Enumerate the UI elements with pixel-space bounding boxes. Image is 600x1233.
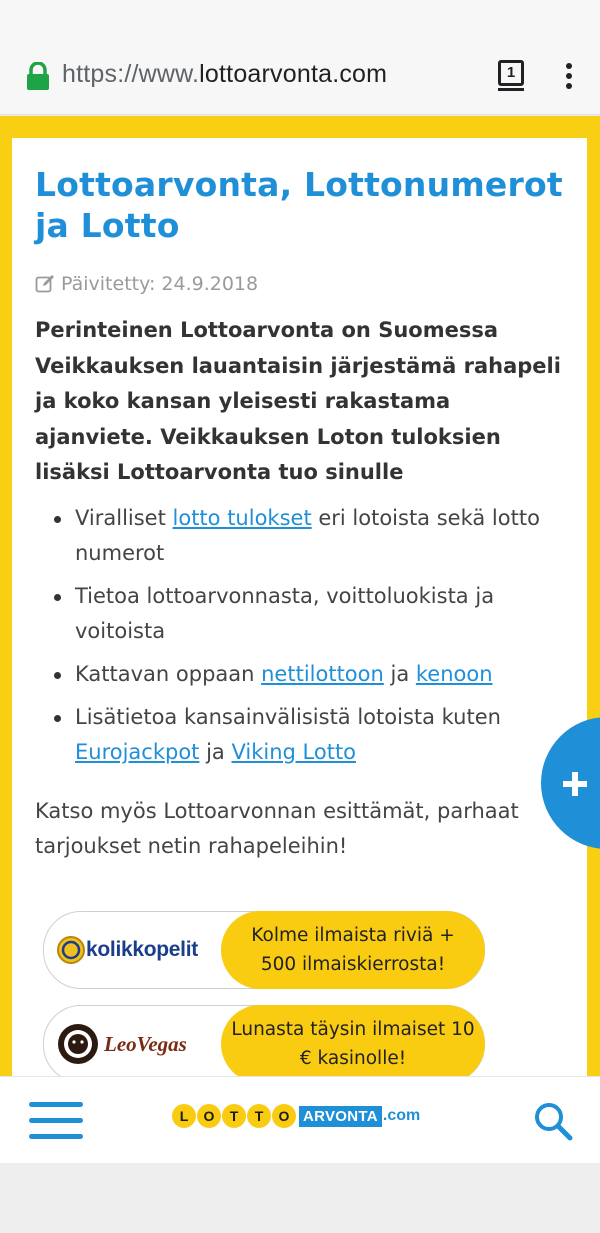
eurojackpot-link[interactable]: Eurojackpot xyxy=(75,739,200,764)
url-scheme: https://www. xyxy=(62,60,200,88)
content-card xyxy=(12,138,587,1078)
page-frame xyxy=(0,116,600,1076)
leovegas-brand: LeoVegas xyxy=(104,1031,187,1056)
logo-dotcom: .com xyxy=(382,1107,421,1124)
updated-text: Päivitetty: 24.9.2018 xyxy=(61,273,259,295)
tab-switcher-icon[interactable]: 1 xyxy=(498,60,524,86)
more-menu-icon[interactable] xyxy=(566,63,572,89)
url-field[interactable] xyxy=(62,60,387,89)
nettilotto-link[interactable]: nettilottoon xyxy=(261,661,384,686)
feature-list xyxy=(35,501,565,770)
offer-leovegas[interactable] xyxy=(43,1005,485,1078)
plus-icon xyxy=(563,772,587,796)
lion-icon xyxy=(56,1022,100,1066)
viking-lotto-link[interactable]: Viking Lotto xyxy=(231,739,357,764)
site-bottom-bar xyxy=(0,1076,600,1163)
leovegas-logo xyxy=(56,1020,226,1068)
updated-date xyxy=(35,273,565,295)
logo-ball: O xyxy=(272,1104,296,1128)
browser-url-bar xyxy=(0,0,600,115)
offer-cta-button[interactable]: Kolme ilmaista riviä + 500 ilmaiskierrosta! xyxy=(221,911,485,989)
logo-ball: T xyxy=(222,1104,246,1128)
list-item: Tietoa lottoarvonnasta, voittoluokista ja voitoista xyxy=(75,579,565,649)
list-item: Kattavan oppaan nettilottoon ja kenoon xyxy=(75,657,565,692)
intro-paragraph: Perinteinen Lottoarvonta on Suomessa Veikkauksen lauantaisin järjestämä rahapeli ja koko kansan yleisesti rakastama ajanviete. Veikkauksen Loton tuloksien lisäksi Lottoarvonta tuo sinulle xyxy=(35,318,561,484)
offer-cta-button[interactable]: Lunasta täysin ilmaiset 10 € kasinolle! xyxy=(221,1005,485,1078)
site-logo[interactable] xyxy=(172,1104,420,1128)
list-item: Lisätietoa kansainvälisistä lotoista kuten Eurojackpot ja Viking Lotto xyxy=(75,700,565,770)
coin-icon xyxy=(56,935,86,965)
keno-link[interactable]: kenoon xyxy=(415,661,493,686)
offer-kolikkopelit[interactable] xyxy=(43,911,485,989)
search-icon[interactable] xyxy=(533,1101,573,1141)
page-title: Lottoarvonta, Lottonumerot ja Lotto xyxy=(35,165,563,245)
logo-ball: O xyxy=(197,1104,221,1128)
list-item: Viralliset lotto tulokset eri lotoista sekä lotto numerot xyxy=(75,501,565,571)
url-host: lottoarvonta.com xyxy=(199,60,388,88)
hamburger-menu-icon[interactable] xyxy=(29,1102,83,1140)
logo-ball: L xyxy=(172,1104,196,1128)
lock-icon xyxy=(25,62,51,90)
kolikkopelit-brand: kolikkopelit xyxy=(86,938,198,961)
logo-ball: T xyxy=(247,1104,271,1128)
edit-icon xyxy=(35,274,55,294)
logo-arvonta: ARVONTA xyxy=(299,1106,382,1127)
lotto-tulokset-link[interactable]: lotto tulokset xyxy=(172,505,312,530)
offers-intro: Katso myös Lottoarvonnan esittämät, parhaat tarjoukset netin rahapeleihin! xyxy=(35,798,519,858)
kolikkopelit-logo xyxy=(56,926,226,974)
